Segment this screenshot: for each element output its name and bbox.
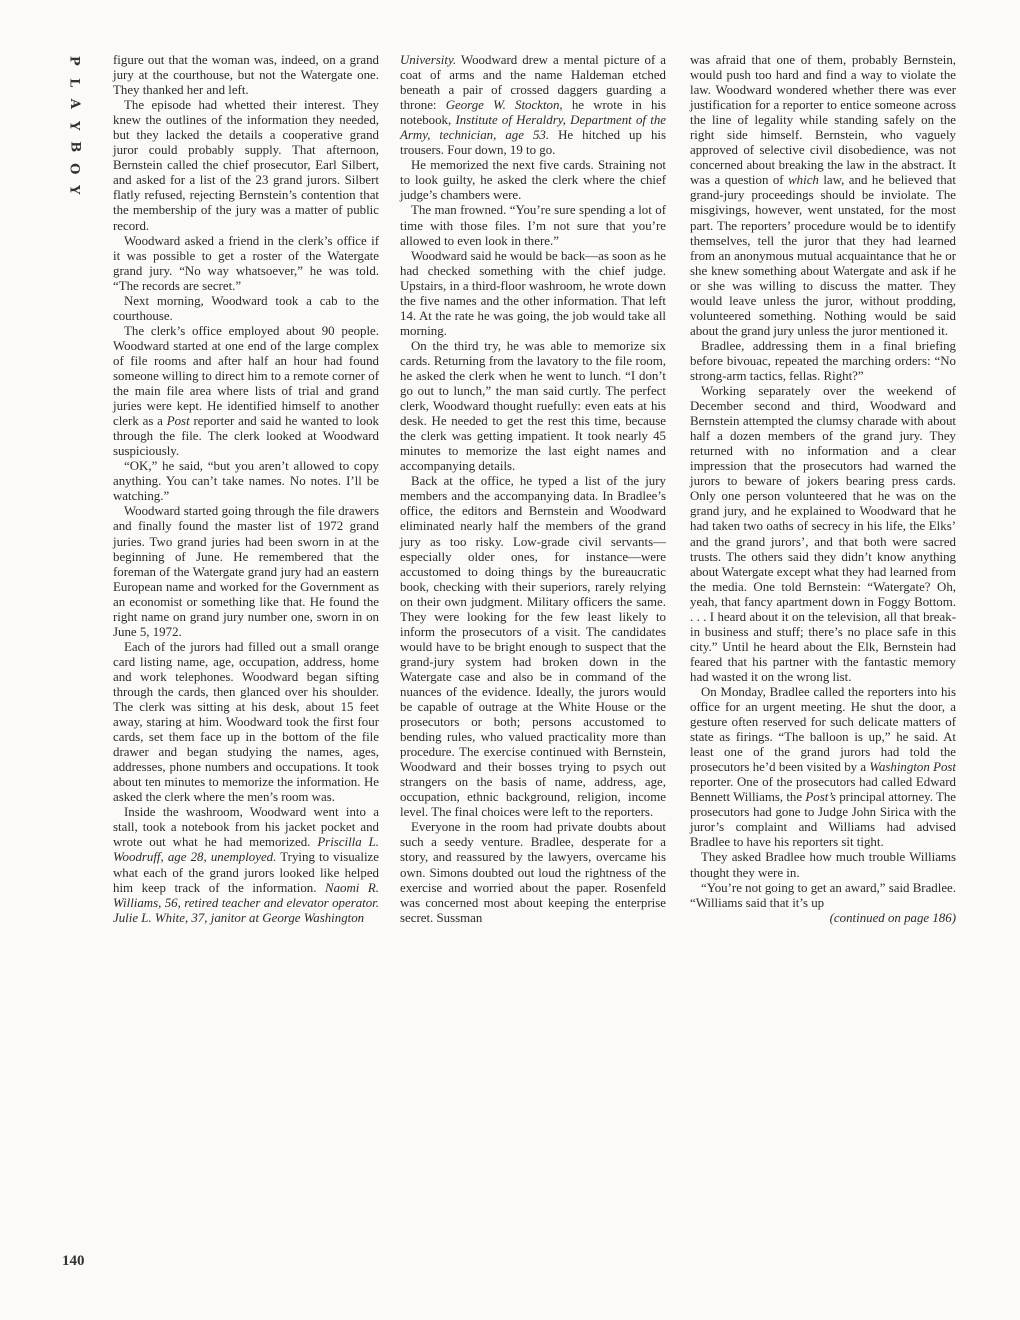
text-run: reporter and said he wanted to look through the file. The clerk looked at Woodward suspiciously. [113, 414, 379, 459]
text-run: Each of the jurors had filled out a small orange card listing name, age, occupation, address, home and work telephones. Woodward began sifting through the cards, then glanced over his shoulder. The clerk was sitting at his desk, about 15 feet away, staring at him. Woodward took the first four cards, set them face up in the bottom of the file drawer and began studying the names, ages, addresses, phone numbers and occupations. It took about ten minutes to memorize the information. He asked the clerk where the men’s room was. [113, 639, 379, 805]
article-paragraph [113, 98, 379, 233]
article-paragraph [690, 53, 956, 339]
text-run: “OK,” he said, “but you aren’t allowed to copy anything. You can’t take names. No notes. I’ll be watching.” [113, 459, 379, 504]
italic-text-run: Naomi R. Williams, 56, retired teacher and elevator operator. Julie L. White, 37, janitor at George Washington [113, 880, 379, 925]
magazine-name-letter: P [66, 55, 82, 66]
article-paragraph [400, 158, 666, 203]
article-paragraph [690, 339, 956, 384]
italic-text-run: Priscilla L. Woodruff, age 28, unemployed. [113, 835, 380, 865]
italic-text-run: Washington Post [869, 760, 957, 775]
text-run: The episode had whetted their interest. They knew the outlines of the information they needed, but they lacked the details a cooperative grand juror could probably supply. That afternoon, Bernstein called the chief prosecutor, Earl Silbert, and asked for a list of the 23 grand jurors. Silbert flatly refused, rejecting Bernstein’s contention that the membership of the jury was a matter of public record. [113, 98, 379, 233]
magazine-name-letter: O [66, 162, 82, 174]
magazine-name-letter: B [66, 141, 82, 153]
text-run: The clerk’s office employed about 90 people. Woodward started at one end of the large complex of file rooms and after half an hour had found someone willing to direct him to a remote corner of the main file area where lists of trial and grand juries were kept. He identified himself to another clerk as a [113, 323, 379, 429]
text-run: Everyone in the room had private doubts about such a seedy venture. Bradlee, desperate for a story, and reassured by the lawyers, overcame his own. Simons doubted out loud the rightness of the exercise and worried about the paper. Rosenfeld was concerned most about keeping the enterprise secret. Sussman [400, 820, 666, 925]
text-run: He memorized the next five cards. Straining not to look guilty, he asked the clerk where the chief judge’s chambers were. [400, 158, 666, 203]
magazine-name-letter: A [66, 98, 82, 109]
article-paragraph [113, 640, 379, 806]
italic-text-run: Post [166, 414, 190, 429]
text-run: Trying to visualize what each of the grand jurors looked like helped him keep track of the information. [113, 850, 379, 895]
text-run: Woodward started going through the file drawers and finally found the master list of 1972 grand juries. Two grand juries had been sworn in at the beginning of June. He remembered that the foreman of the Watergate grand jury had an eastern European name and worked for the Government as an economist or something like that. He found the right name on grand jury number one, sworn in on June 5, 1972. [113, 504, 379, 639]
text-run: On Monday, Bradlee called the reporters into his office for an urgent meeting. He shut the door, a gesture often reserved for such delicate matters of state as firings. “The balloon is up,” he said. At least one of the grand jurors had told the prosecutors he’d been visited by a [690, 684, 956, 775]
text-column-2 [400, 53, 666, 926]
text-run: reporter. One of the prosecutors had called Edward Bennett Williams, the [690, 775, 956, 805]
magazine-name-letter: Y [66, 185, 82, 195]
text-run: He hitched up his trousers. Four down, 19 to go. [400, 128, 666, 158]
article-paragraph [113, 53, 379, 98]
text-run: Next morning, Woodward took a cab to the courthouse. [113, 293, 379, 323]
text-column-3 [690, 53, 956, 926]
text-run: he wrote in his notebook, [400, 98, 666, 128]
text-run: Back at the office, he typed a list of the jury members and the accompanying data. In Bradlee’s office, the editors and Bernstein and Woodward eliminated nearly half the members of the grand jury as too risky. Low-grade civil servants—especially older ones, for instance—were accustomed to doing things by the bureaucratic book, checking with their superiors, rarely relying on their own judgment. Military officers the same. They were looking for the few least likely to inform the prosecutors of a visit. The candidates would have to be bright enough to suspect that the grand-jury system had broken down in the Watergate case and also be in command of the nuances of the evidence. Ideally, the jurors would be capable of outrage at the White House or the prosecutors or both; persons accustomed to bending rules, who valued practicality more than procedure. The exercise continued with Bernstein, Woodward and their bosses trying to psych out strangers on the basis of name, address, age, occupation, ethnic background, religion, income level. The final choices were left to the reporters. [400, 474, 666, 820]
text-run: Inside the washroom, Woodward went into a stall, took a notebook from his jacket pocket and wrote out what he had memorized. [113, 805, 379, 850]
text-run: figure out that the woman was, indeed, on a grand jury at the courthouse, but not the Watergate one. They thanked her and left. [113, 53, 379, 98]
text-column-1 [113, 53, 379, 926]
article-paragraph [113, 805, 379, 925]
text-run: They asked Bradlee how much trouble Williams thought they were in. [690, 850, 956, 880]
article-paragraph [113, 459, 379, 504]
text-run: The man frowned. “You’re sure spending a lot of time with those files. I’m not sure that you’re allowed to even look in there.” [400, 203, 666, 248]
article-paragraph [400, 820, 666, 925]
italic-text-run: Institute of Heraldry, Department of the Army, technician, age 53. [400, 113, 666, 143]
magazine-name-vertical [62, 50, 86, 201]
article-paragraph [113, 504, 379, 639]
article-paragraph [113, 324, 379, 459]
article-paragraph [400, 474, 666, 820]
article-paragraph [400, 339, 666, 474]
magazine-name-letter: L [66, 77, 82, 87]
article-paragraph [690, 881, 956, 911]
article-paragraph [400, 53, 666, 158]
continued-note: (continued on page 186) [829, 910, 956, 925]
text-run: Woodward said he would be back—as soon as he had checked something with the chief judge. Upstairs, in a third-floor washroom, he wrote down the five names and the other information. That left 14. At the rate he was going, the job would take all morning. [400, 248, 666, 338]
article-paragraph [690, 850, 956, 880]
text-run: Bradlee, addressing them in a final briefing before bivouac, repeated the marching orders: “No strong-arm tactics, fellas. Right?” [690, 338, 956, 383]
italic-text-run: which [788, 173, 819, 188]
article-paragraph [400, 203, 666, 248]
article-paragraph [113, 234, 379, 294]
article-paragraph [400, 249, 666, 339]
article-paragraph [690, 384, 956, 685]
text-run: Woodward asked a friend in the clerk’s office if it was possible to get a roster of the Watergate grand jury. “No way whatsoever,” he was told. “The records are secret.” [113, 233, 379, 293]
italic-text-run: Post’s [805, 790, 836, 805]
text-run: was afraid that one of them, probably Bernstein, would push too hard and find a way to violate the law. Woodward wondered whether there was ever justification for a reporter to entice someone across the line of legality while standing safely on the right side himself. Bernstein, who vaguely approved of selective civil disobedience, was not concerned about breaking the law in the abstract. It was a question of [690, 53, 956, 188]
article-paragraph [690, 685, 956, 851]
italic-text-run: George W. Stockton, [445, 98, 563, 113]
text-run: On the third try, he was able to memorize six cards. Returning from the lavatory to the file room, he asked the clerk when he went to lunch. “I don’t go out to lunch,” the man said curtly. The perfect clerk, Woodward thought ruefully: even eats at his desk. He needed to get the rest this time, because the clerk was getting impatient. It took nearly 45 minutes to memorize the last eight names and accompanying details. [400, 338, 666, 474]
text-run: principal attorney. The prosecutors had gone to Judge John Sirica with the juror’s complaint and Williams had advised Bradlee to have his reporters sit tight. [690, 790, 956, 850]
text-run: law, and he believed that grand-jury proceedings should be inviolate. The misgivings, however, went unstated, for the most part. The reporters’ procedure would be to identify themselves, tell the juror that they had learned from an anonymous mutual acquaintance that he or she knew something about Watergate and ask if he or she was willing to discuss the matter. They would leave unless the juror, without prodding, volunteered something. Nothing would be said about the grand jury unless the juror mentioned it. [690, 173, 956, 338]
magazine-name-letter: Y [66, 120, 82, 130]
text-run: Woodward drew a mental picture of a coat of arms and the name Haldeman etched beneath a pair of crossed daggers guarding a throne: [400, 53, 666, 113]
text-run: Working separately over the weekend of December second and third, Woodward and Bernstein attempted the clumsy charade with about half a dozen members of the grand jury. They returned with no information and a clear impression that the prosecutors had warned the jurors to beware of jokers bearing press cards. Only one person volunteered that he was on the grand jury, and he explained to Woodward that he had taken two oaths of secrecy in his life, the Elks’ and the grand jurors’, and that both were sacred trusts. The others said they didn’t know anything about Watergate except what they had learned from the media. One told Bernstein: “Watergate? Oh, yeah, that fancy apartment down in Foggy Bottom. . . . I heard about it on the television, all that break-in business and stuff; there’s no place safe in this city.” Until he heard about the Elk, Bernstein had feared that his partner with the fantastic memory had wasted it on the wrong list. [690, 384, 956, 684]
italic-text-run: University. [400, 53, 457, 67]
page-number: 140 [62, 1253, 85, 1269]
article-paragraph [113, 294, 379, 324]
text-run: “You’re not going to get an award,” said Bradlee. “Williams said that it’s up [690, 880, 956, 910]
